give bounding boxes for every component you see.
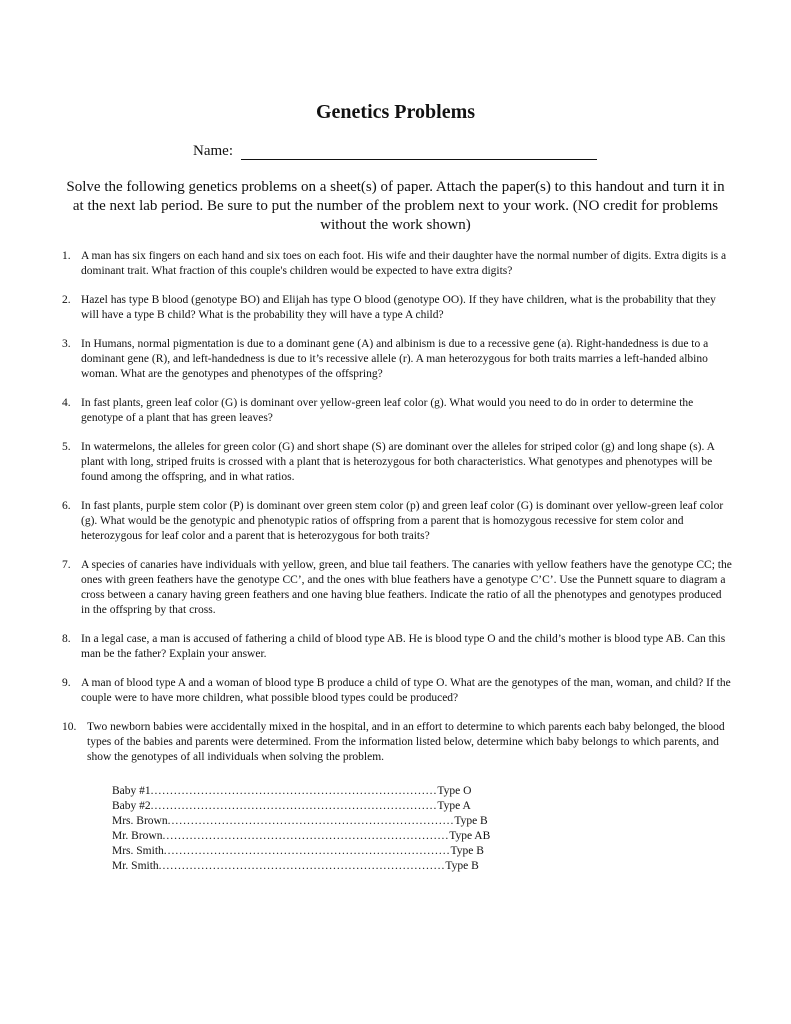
dot-leader: .......................................................................... — [162, 830, 450, 842]
problem-number: 6. — [62, 500, 71, 512]
dot-leader: .......................................................................... — [167, 815, 455, 827]
blood-type: Type B — [454, 815, 488, 827]
problem-text: In a legal case, a man is accused of fathering a child of blood type AB. He is blood type O and the child’s mother is blood type AB. Can this man be the father? Explain your answer. — [81, 633, 726, 660]
blood-type: Type A — [437, 800, 471, 812]
blood-type: Type O — [437, 785, 472, 797]
problem-item — [62, 499, 732, 544]
individual-name: Mrs. Brown — [112, 815, 168, 827]
problem-number: 9. — [62, 677, 71, 689]
problem-number: 1. — [62, 250, 71, 262]
problem-item — [62, 396, 732, 426]
name-blank-line — [241, 143, 597, 160]
name-row — [193, 143, 597, 160]
problem-number: 8. — [62, 633, 71, 645]
problem-number: 4. — [62, 397, 71, 409]
blood-type-row — [112, 784, 472, 799]
problem-item — [62, 249, 732, 279]
blood-type-row — [112, 799, 471, 814]
problem-text: A man has six fingers on each hand and six toes on each foot. His wife and their daughter have the normal number of digits. Extra digits is a dominant trait. What fraction of this couple's children would be expected to have extra digits? — [81, 250, 727, 277]
problem-text: A man of blood type A and a woman of blood type B produce a child of type O. What are the genotypes of the man, woman, and child? If the couple were to have more children, what possible blood types could be produced? — [81, 677, 731, 704]
dot-leader: .......................................................................... — [163, 845, 451, 857]
name-label: Name: — [193, 143, 233, 159]
problem-text: A species of canaries have individuals with yellow, green, and blue tail feathers. The canaries with yellow feathers have the genotype CC; the ones with green feathers have the genotype CC’, and the ones with blue feathers have a genotype C’C’. Use the Punnett square to diagram a cross between a canary having green feathers and one having blue feathers. Indicate the ratio of all the phenotypes and genotypes produced in the offspring by that cross. — [81, 559, 732, 616]
problem-number: 7. — [62, 559, 71, 571]
problem-item — [62, 337, 732, 382]
dot-leader: .......................................................................... — [150, 800, 438, 812]
problem-text: In watermelons, the alleles for green color (G) and short shape (S) are dominant over the alleles for striped color (g) and long shape (s). A plant with long, striped fruits is crossed with a plant that is heterozygous for both characteristics. What genotypes and phenotypes will be found among the offspring, and in what ratios. — [81, 441, 715, 483]
problem-item — [62, 720, 732, 765]
problem-text: Two newborn babies were accidentally mixed in the hospital, and in an effort to determine to which parents each baby belonged, the blood types of the babies and parents were determined. From the information listed below, determine which baby belongs to which parents, and show the genotypes of all individuals when solving the problem. — [87, 721, 725, 763]
problem-text: In Humans, normal pigmentation is due to a dominant gene (A) and albinism is due to a recessive gene (a). Right-handedness is due to a dominant gene (R), and left-handedness is due to it’s recessive allele (r). A man heterozygous for both traits marries a left-handed albino woman. What are the genotypes and phenotypes of the offspring? — [81, 338, 709, 380]
blood-type-row — [112, 844, 484, 859]
blood-type: Type AB — [449, 830, 491, 842]
problem-number: 10. — [62, 721, 77, 733]
dot-leader: .......................................................................... — [150, 785, 438, 797]
blood-type-row — [112, 814, 488, 829]
page-title: Genetics Problems — [315, 101, 476, 123]
problem-item — [62, 293, 732, 323]
individual-name: Mr. Brown — [112, 830, 163, 842]
problem-item — [62, 632, 732, 662]
blood-type-list — [112, 784, 491, 874]
problem-number: 5. — [62, 441, 71, 453]
blood-type-row — [112, 859, 479, 874]
individual-name: Baby #1 — [112, 785, 151, 797]
problem-item — [62, 558, 732, 618]
blood-type-row — [112, 829, 491, 844]
problem-item — [62, 676, 732, 706]
problem-number: 2. — [62, 294, 71, 306]
dot-leader: .......................................................................... — [158, 860, 446, 872]
blood-type: Type B — [445, 860, 479, 872]
individual-name: Mr. Smith — [112, 860, 159, 872]
individual-name: Baby #2 — [112, 800, 151, 812]
instructions: Solve the following genetics problems on a sheet(s) of paper. Attach the paper(s) to this handout and turn it in at the next lab period. Be sure to put the number of the problem next to your work. (NO credit for problems without the work shown) — [66, 179, 725, 233]
problem-text: In fast plants, purple stem color (P) is dominant over green stem color (p) and green leaf color (G) is dominant over yellow-green leaf color (g). What would be the genotypic and phenotypic ratios of offspring from a parent that is homozygous recessive for stem color and heterozygous for leaf color and a parent that is heterozygous for both traits? — [81, 500, 724, 542]
blood-type: Type B — [450, 845, 484, 857]
problem-text: In fast plants, green leaf color (G) is dominant over yellow-green leaf color (g). What would you need to do in order to determine the genotype of a plant that has green leaves? — [81, 397, 694, 424]
problem-number: 3. — [62, 338, 71, 350]
individual-name: Mrs. Smith — [112, 845, 164, 857]
problem-list — [62, 249, 732, 765]
problem-text: Hazel has type B blood (genotype BO) and Elijah has type O blood (genotype OO). If they have children, what is the probability that they will have a type B child? What is the probability they will have a type A child? — [81, 294, 716, 321]
problem-item — [62, 440, 732, 485]
